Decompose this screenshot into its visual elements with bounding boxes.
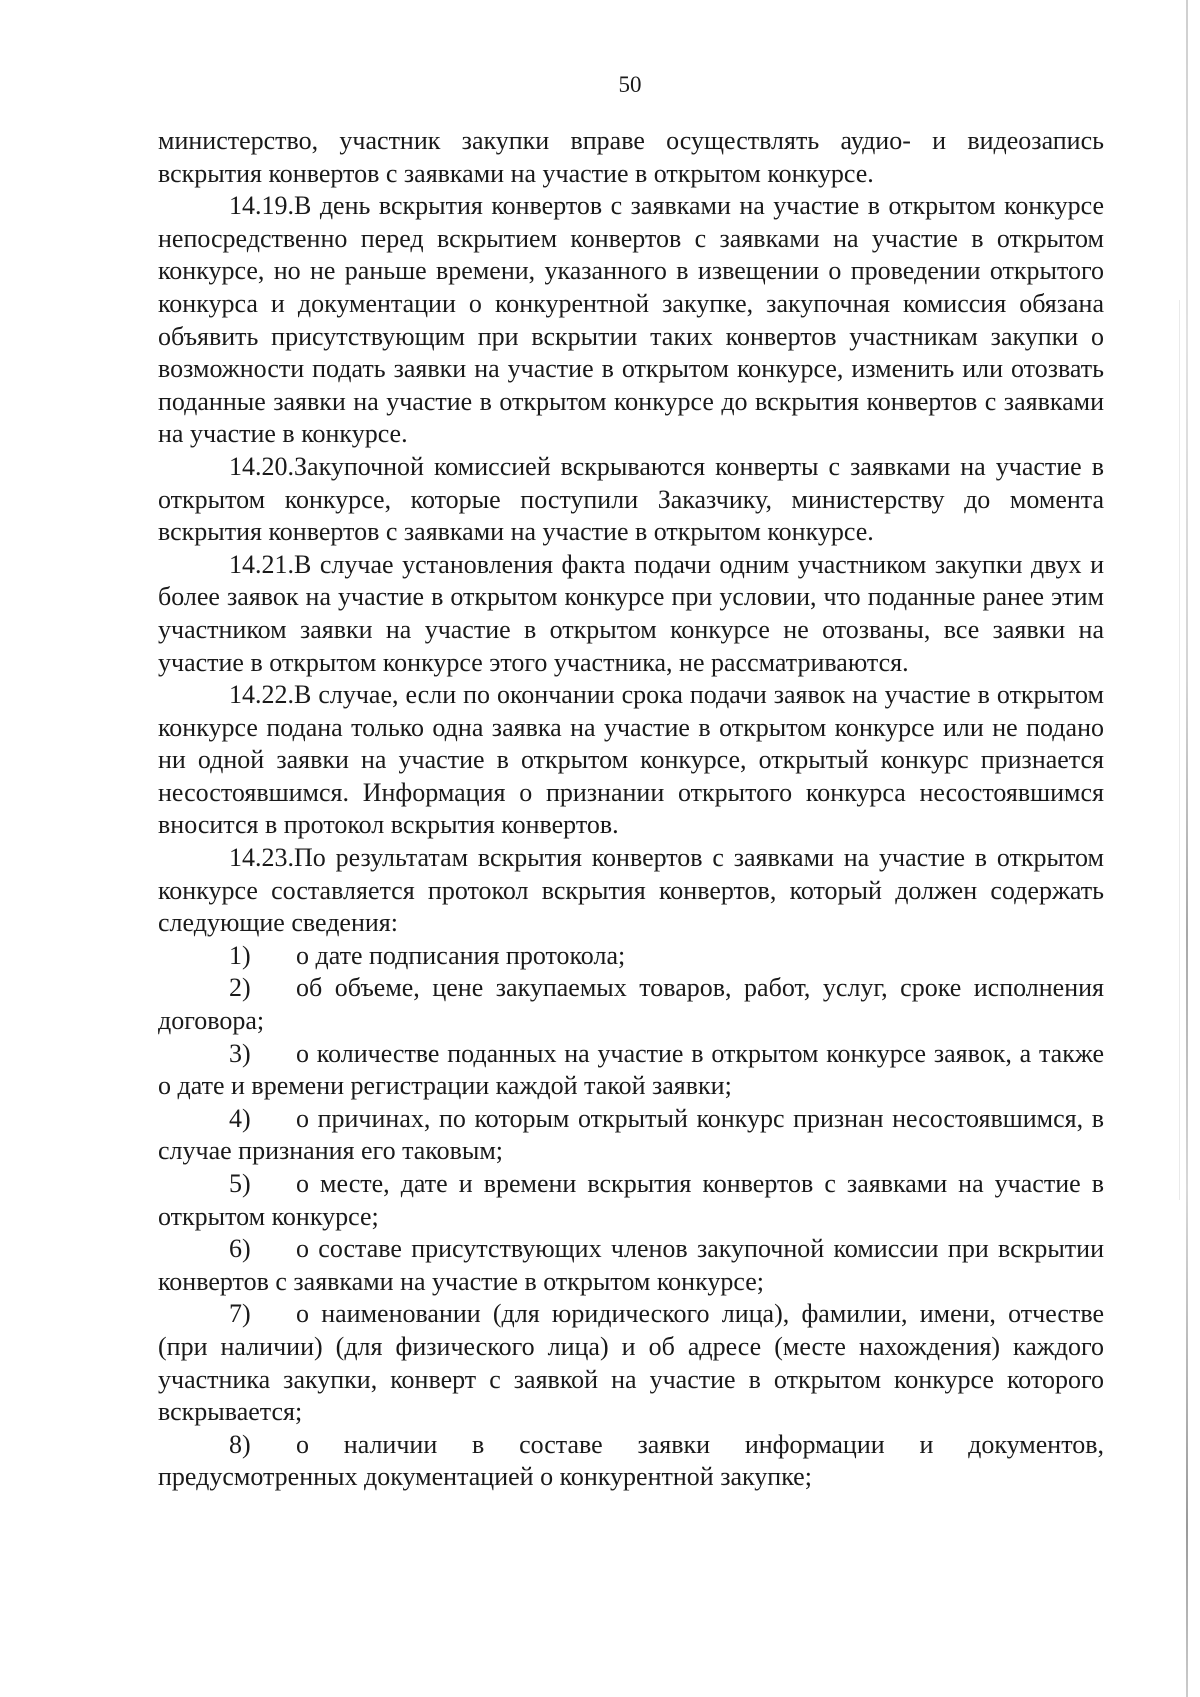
list-item: [158, 1038, 1104, 1103]
list-item: [158, 1168, 1104, 1233]
clause-14-21: 14.21.В случае установления факта подачи одним участником закупки двух и более заявок на участие в открытом конкурсе при условии, что поданные ранее этим участником заявки на участие в открытом конкурсе не отозваны, все заявки на участие в открытом конкурсе этого участника, не рассматриваются.: [158, 549, 1104, 677]
list-item-number: 8): [229, 1429, 251, 1459]
list-item-number: 1): [229, 940, 251, 970]
list-item-text: о количестве поданных на участие в открытом конкурсе заявок, а также о дате и времени регистрации каждой такой заявки;: [158, 1038, 1104, 1101]
list-item-number: 2): [229, 973, 251, 1003]
clause-14-19: 14.19.В день вскрытия конвертов с заявками на участие в открытом конкурсе непосредственно перед вскрытием конвертов с заявками на участие в открытом конкурсе, но не раньше времени, указанного в извещении о проведении открытого конкурса и документации о конкурентной закупке, закупочная комиссия обязана объявить присутствующим при вскрытии таких конвертов участникам закупки о возможности подать заявки на участие в открытом конкурсе, изменить или отозвать поданные заявки на участие в открытом конкурсе до вскрытия конвертов с заявками на участие в конкурсе.: [158, 191, 1104, 449]
list-item-number: 6): [229, 1234, 251, 1264]
list-item-text: о причинах, по которым открытый конкурс признан несостоявшимся, в случае признания его таковым;: [158, 1103, 1104, 1166]
clause-14-20: 14.20.Закупочной комиссией вскрываются конверты с заявками на участие в открытом конкурсе, которые поступили Заказчику, министерству до момента вскрытия конвертов с заявками на участие в открытом конкурсе.: [158, 451, 1104, 547]
document-body: [158, 125, 1104, 1494]
list-item-number: 3): [229, 1038, 251, 1068]
list-item-text: о составе присутствующих членов закупочной комиссии при вскрытии конвертов с заявками на участие в открытом конкурсе;: [158, 1234, 1104, 1296]
list-item-number: 5): [229, 1169, 251, 1198]
list-item-text: о месте, дате и времени вскрытия конвертов с заявками на участие в открытом конкурсе;: [158, 1169, 1104, 1231]
list-item-number: 7): [229, 1299, 251, 1329]
list-item: [158, 1429, 1104, 1494]
list-item-text: о дате подписания протокола;: [296, 940, 626, 970]
list-item: [158, 1298, 1104, 1428]
list-item-text: о наличии в составе заявки информации и документов, предусмотренных документацией о конкурентной закупке;: [158, 1429, 1104, 1492]
list-item: [158, 940, 1104, 973]
clause-14-23: 14.23.По результатам вскрытия конвертов с заявками на участие в открытом конкурсе составляется протокол вскрытия конвертов, который должен содержать следующие сведения:: [158, 843, 1104, 938]
list-item-text: об объеме, цене закупаемых товаров, работ, услуг, сроке исполнения договора;: [158, 973, 1104, 1036]
paragraph-continuation: министерство, участник закупки вправе осуществлять аудио- и видеозапись вскрытия конвертов с заявками на участие в открытом конкурсе.: [158, 126, 1104, 188]
list-item: [158, 1103, 1104, 1168]
list-item: [158, 1233, 1104, 1298]
scan-edge-shadow: [1179, 300, 1180, 1200]
list-item-number: 4): [229, 1103, 251, 1133]
list-item-text: о наименовании (для юридического лица), фамилии, имени, отчестве (при наличии) (для физического лица) и об адресе (месте нахождения) каждого участника закупки, конверт с заявкой на участие в открытом конкурсе которого вскрывается;: [158, 1299, 1104, 1427]
scan-edge-line: [1186, 0, 1188, 1697]
page-number: 50: [618, 72, 642, 97]
list-item: [158, 972, 1104, 1037]
clause-14-22: 14.22.В случае, если по окончании срока подачи заявок на участие в открытом конкурсе подана только одна заявка на участие в открытом конкурсе или не подано ни одной заявки на участие в открытом конкурсе, открытый конкурс признается несостоявшимся. Информация о признании открытого конкурса несостоявшимся вносится в протокол вскрытия конвертов.: [158, 680, 1104, 840]
